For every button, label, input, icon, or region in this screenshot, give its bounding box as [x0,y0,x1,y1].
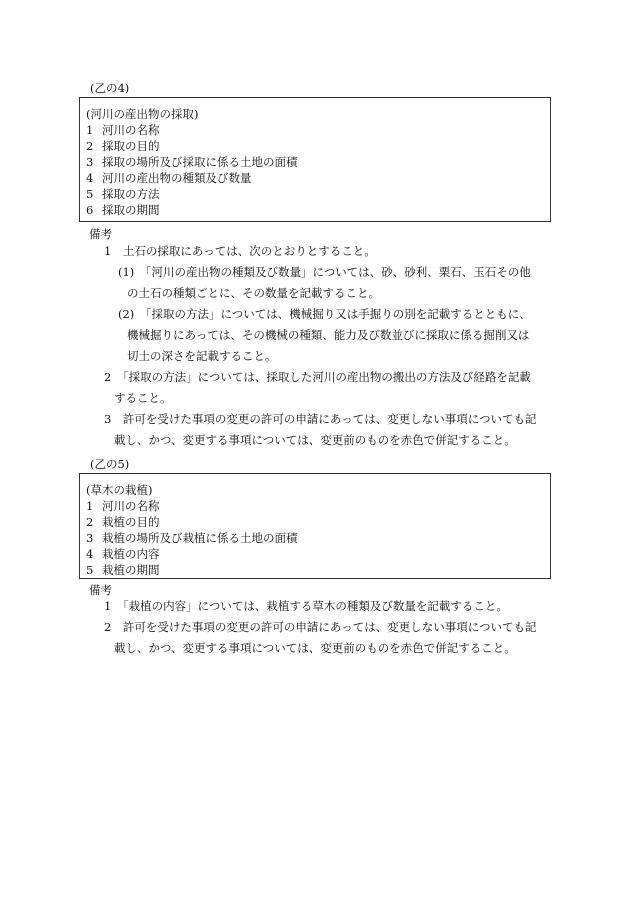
note-line: 2 許可を受けた事項の変更の許可の申請にあっては、変更しない事項についても記 [104,620,537,634]
form-item: 1 河川の名称 [86,499,160,513]
notes-title: 備考 [89,227,112,241]
form-item: 6 採取の期間 [86,203,160,217]
form-item: 3 栽植の場所及び栽植に係る土地の面積 [86,531,298,545]
form-item: 5 採取の方法 [86,187,160,201]
note-line: 1 「栽植の内容」については、栽植する草木の種類及び数量を記載すること。 [104,599,508,613]
form-item: 3 採取の場所及び採取に係る土地の面積 [86,155,298,169]
note-line: 載し、かつ、変更する事項については、変更前のものを赤色で併記すること。 [114,433,516,447]
form-item: 2 採取の目的 [86,139,160,153]
note-line: 載し、かつ、変更する事項については、変更前のものを赤色で併記すること。 [114,641,516,655]
note-line: 1 土石の採取にあっては、次のとおりとすること。 [104,244,376,258]
form-box-title: (河川の産出物の採取) [86,107,199,121]
note-line: (1) 「河川の産出物の種類及び数量」については、砂、砂利、栗石、玉石その他 [118,265,531,279]
section-label-otsu-4: (乙の4) [90,81,130,95]
form-item: 5 栽植の期間 [86,563,160,577]
note-line: 2 「採取の方法」については、採取した河川の産出物の搬出の方法及び経路を記載 [104,370,531,384]
form-box-title: (草木の栽植) [86,483,153,497]
note-line: の土石の種類ごとに、その数量を記載すること。 [127,286,380,300]
section-label-otsu-5: (乙の5) [90,457,130,471]
note-line: 3 許可を受けた事項の変更の許可の申請にあっては、変更しない事項についても記 [104,412,537,426]
note-line: 機械掘りにあっては、その機械の種類、能力及び数並びに採取に係る掘削又は [127,328,530,342]
form-box-river-products [79,97,551,222]
form-item: 4 河川の産出物の種類及び数量 [86,171,252,185]
form-item: 2 栽植の目的 [86,515,160,529]
notes-title: 備考 [89,583,112,597]
note-line: すること。 [114,391,172,405]
note-line: 切土の深さを記載すること。 [127,349,277,363]
form-item: 4 栽植の内容 [86,547,160,561]
note-line: (2) 「採取の方法」については、機械掘り又は手掘りの別を記載するとともに、 [118,307,531,321]
form-box-planting [79,473,551,579]
form-item: 1 河川の名称 [86,123,160,137]
